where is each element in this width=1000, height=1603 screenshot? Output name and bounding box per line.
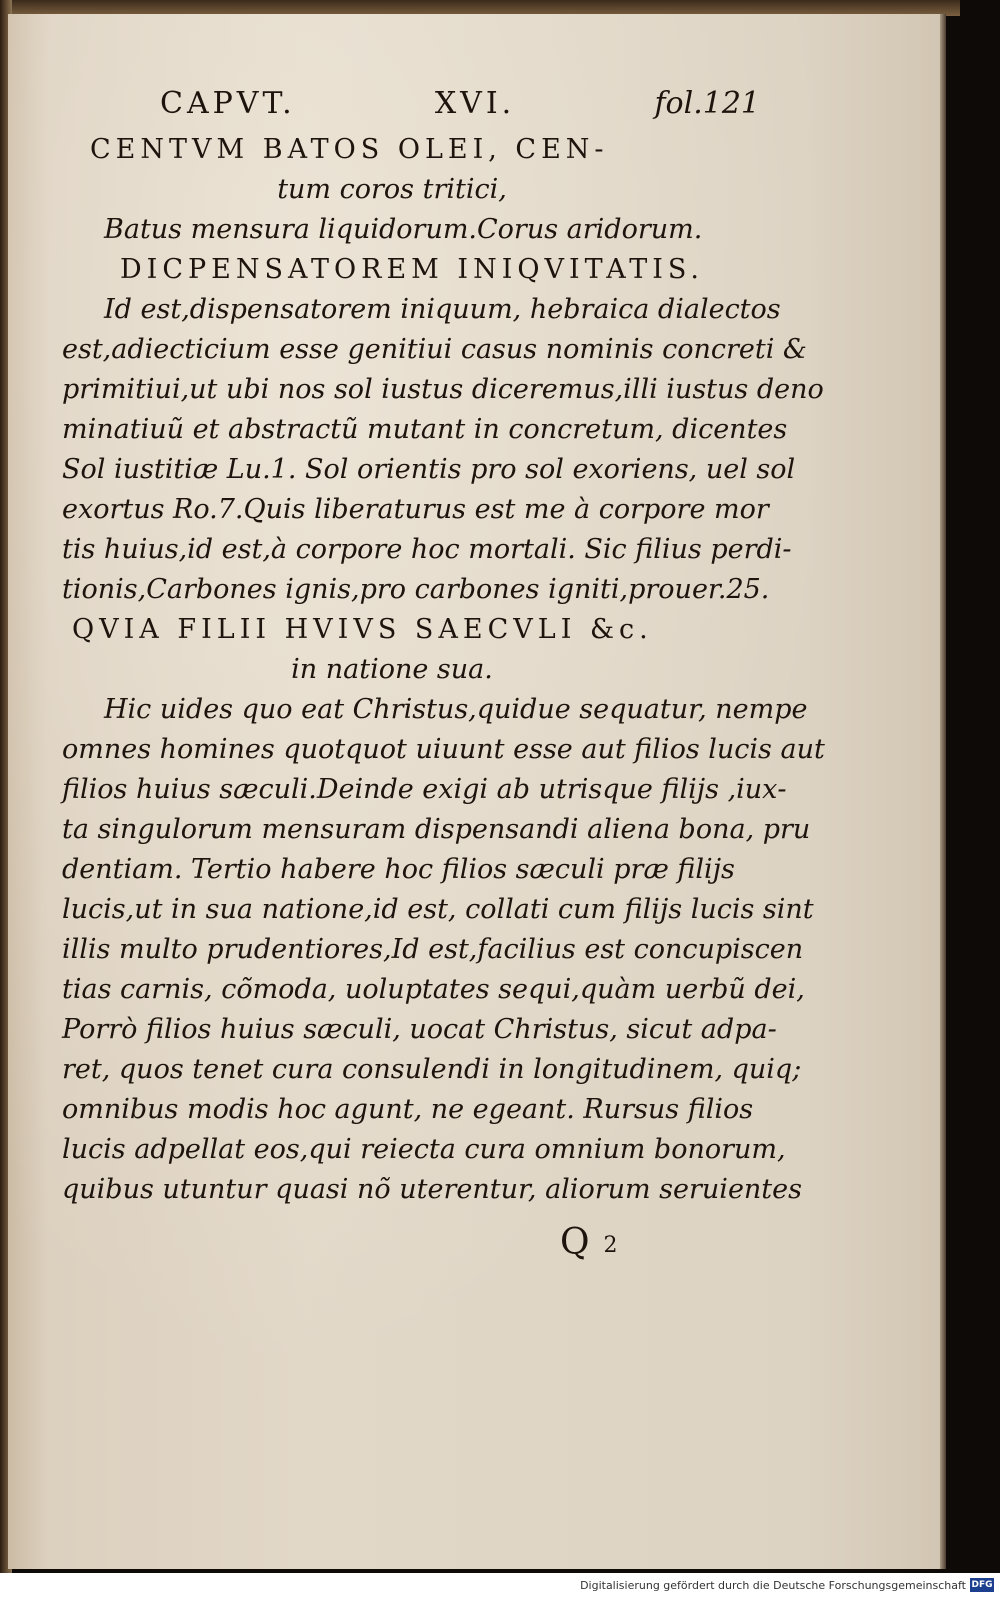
text-line: Id est,dispensatorem iniquum, hebraica dialectos (104, 294, 781, 325)
dfg-logo: DFG (971, 1580, 993, 1590)
lemma-heading: DICPENSATOREM INIQVITATIS. (120, 254, 705, 285)
text-line: illis multo prudentiores,Id est,facilius est concupiscen (62, 934, 804, 965)
text-line: lucis adpellat eos,qui reiecta cura omnium bonorum, (62, 1134, 786, 1165)
text-line: ret, quos tenet cura consulendi in longitudinem, quiq; (62, 1054, 802, 1085)
text-line: Porrò filios huius sæculi, uocat Christus, sicut adpa‑ (62, 1014, 777, 1045)
text-line: omnibus modis hoc agunt, ne egeant. Rursus filios (62, 1094, 754, 1125)
text-line: primitiui,ut ubi nos sol iustus diceremus,illi iustus deno (62, 374, 824, 405)
folio-number: fol.121 (654, 86, 760, 121)
text-line: lucis,ut in sua natione,id est, collati cum filijs lucis sint (62, 894, 814, 925)
lemma-continuation: in natione sua. (291, 654, 493, 685)
signature-mark (560, 1222, 618, 1263)
signature-letter: Q (560, 1222, 590, 1263)
running-head-caput: CAPVT. (160, 86, 296, 121)
funding-notice: Digitalisierung gefördert durch die Deutsche Forschungsgemeinschaft (580, 1579, 966, 1592)
gloss-line: Batus mensura liquidorum.Corus aridorum. (104, 214, 703, 245)
page-edge (940, 14, 946, 1569)
signature-number: 2 (603, 1232, 618, 1258)
text-line: tionis,Carbones ignis,pro carbones igniti,prouer.25. (62, 574, 770, 605)
text-line: omnes homines quotquot uiuunt esse aut filios lucis aut (62, 734, 825, 765)
text-line: ta singulorum mensuram dispensandi aliena bona, pru (62, 814, 811, 845)
text-line: exortus Ro.7.Quis liberaturus est me à corpore mor (62, 494, 769, 525)
lemma-continuation: tum coros tritici, (277, 174, 507, 205)
text-line: filios huius sæculi.Deinde exigi ab utrisque filijs ,iux‑ (62, 774, 787, 805)
running-head (160, 86, 760, 130)
text-line: Hic uides quo eat Christus,quidue sequatur, nempe (104, 694, 808, 725)
text-line: dentiam. Tertio habere hoc filios sæculi præ filijs (62, 854, 735, 885)
page-text (62, 86, 825, 1210)
lemma-heading: QVIA FILII HVIVS SAECVLI &c. (72, 614, 653, 645)
text-line: quibus utuntur quasi nõ uterentur, aliorum seruientes (62, 1174, 802, 1205)
text-line: tias carnis, cõmoda, uoluptates sequi,quàm uerbũ dei, (62, 974, 805, 1005)
text-line: minatiuũ et abstractũ mutant in concretum, dicentes (62, 414, 788, 445)
running-head-chapter-number: XVI. (434, 86, 516, 121)
text-line: tis huius,id est,à corpore hoc mortali. Sic filius perdi‑ (62, 534, 792, 565)
text-line: est,adiecticium esse genitiui casus nominis concreti & (62, 334, 807, 365)
text-line: Sol iustitiæ Lu.1. Sol orientis pro sol exoriens, uel sol (62, 454, 796, 485)
lemma-heading: CENTVM BATOS OLEI, CEN‑ (90, 134, 609, 165)
